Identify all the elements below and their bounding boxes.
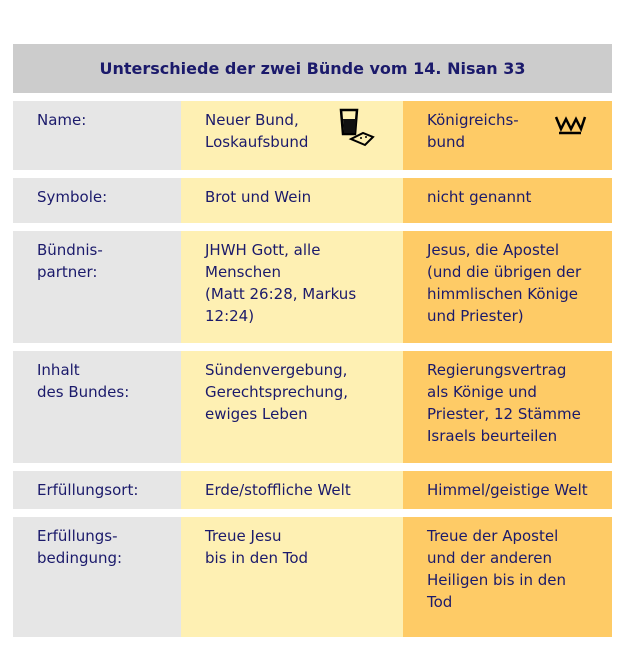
table-row bbox=[13, 178, 612, 223]
row-label: Name: bbox=[13, 101, 181, 170]
row-label: Erfüllungsort: bbox=[13, 471, 181, 509]
new-covenant-cell: JHWH Gott, alle Menschen (Matt 26:28, Markus 12:24) bbox=[181, 231, 403, 343]
table-row bbox=[13, 351, 612, 463]
new-covenant-cell: Erde/stoffliche Welt bbox=[181, 471, 403, 509]
new-covenant-cell: Treue Jesu bis in den Tod bbox=[181, 517, 403, 637]
new-covenant-cell: Neuer Bund, Loskaufsbund bbox=[181, 101, 403, 170]
row-label: Bündnis- partner: bbox=[13, 231, 181, 343]
new-covenant-cell: Brot und Wein bbox=[181, 178, 403, 223]
bread-and-wine-icon bbox=[337, 107, 377, 147]
table-row bbox=[13, 101, 612, 170]
kingdom-covenant-cell: Königreichs- bund bbox=[403, 101, 612, 170]
row-label: Inhalt des Bundes: bbox=[13, 351, 181, 463]
kingdom-covenant-cell: Jesus, die Apostel (und die übrigen der himmlischen Könige und Priester) bbox=[403, 231, 612, 343]
row-label: Symbole: bbox=[13, 178, 181, 223]
kingdom-covenant-cell: Regierungsvertrag als Könige und Priester, 12 Stämme Israels beurteilen bbox=[403, 351, 612, 463]
table-title: Unterschiede der zwei Bünde vom 14. Nisan 33 bbox=[13, 44, 612, 93]
new-covenant-cell: Sündenvergebung, Gerechtsprechung, ewiges Leben bbox=[181, 351, 403, 463]
crown-icon bbox=[553, 113, 587, 137]
table-row bbox=[13, 471, 612, 509]
table-row bbox=[13, 517, 612, 637]
table-row bbox=[13, 231, 612, 343]
kingdom-covenant-cell: Treue der Apostel und der anderen Heiligen bis in den Tod bbox=[403, 517, 612, 637]
kingdom-covenant-cell: nicht genannt bbox=[403, 178, 612, 223]
row-label: Erfüllungs- bedingung: bbox=[13, 517, 181, 637]
kingdom-covenant-cell: Himmel/geistige Welt bbox=[403, 471, 612, 509]
